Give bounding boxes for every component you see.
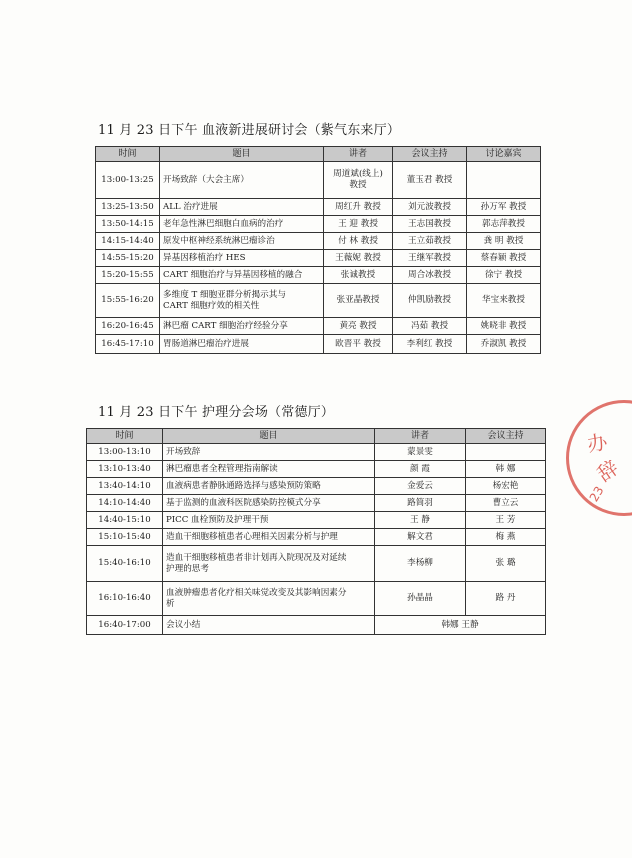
speaker-cell: 路简羽 — [375, 495, 466, 512]
host-cell — [466, 444, 546, 461]
table-row — [87, 461, 546, 478]
guest-cell: 华宝来教授 — [467, 284, 541, 318]
table-row — [96, 199, 541, 216]
speaker-cell: 颜 霞 — [375, 461, 466, 478]
table-row — [87, 512, 546, 529]
speaker-cell: 孙晶晶 — [375, 582, 466, 616]
host-cell: 王志国教授 — [393, 216, 467, 233]
table-row — [96, 318, 541, 335]
guest-cell: 龚 明 教授 — [467, 233, 541, 250]
topic-cell: 开场致辞 — [163, 444, 375, 461]
topic-cell: 造血干细胞移植患者心理相关因素分析与护理 — [163, 529, 375, 546]
host-cell: 王 芳 — [466, 512, 546, 529]
host-cell: 李利红 教授 — [393, 335, 467, 354]
table-row — [96, 216, 541, 233]
table-row — [96, 335, 541, 354]
speaker-cell: 欧晋平 教授 — [324, 335, 393, 354]
time-cell: 13:25-13:50 — [96, 199, 160, 216]
speaker-cell: 付 林 教授 — [324, 233, 393, 250]
column-header-topic: 题目 — [160, 147, 324, 162]
column-header-time: 时间 — [96, 147, 160, 162]
speaker-cell: 黄亮 教授 — [324, 318, 393, 335]
guest-cell: 徐宁 教授 — [467, 267, 541, 284]
guest-cell: 蔡春颖 教授 — [467, 250, 541, 267]
speaker-cell: 周道斌(线上) 教授 — [324, 162, 393, 199]
host-cell: 刘元波教授 — [393, 199, 467, 216]
table-row — [87, 529, 546, 546]
time-cell: 13:50-14:15 — [96, 216, 160, 233]
host-cell: 王继军教授 — [393, 250, 467, 267]
official-seal-stamp: 办 辞 23 — [566, 400, 632, 516]
speaker-cell: 蒙景雯 — [375, 444, 466, 461]
time-cell: 15:55-16:20 — [96, 284, 160, 318]
host-cell: 路 丹 — [466, 582, 546, 616]
time-cell: 16:20-16:45 — [96, 318, 160, 335]
guest-cell: 孙万军 教授 — [467, 199, 541, 216]
time-cell: 13:00-13:10 — [87, 444, 163, 461]
table-row — [87, 444, 546, 461]
section2-title: 11 月 23 日下午 护理分会场（常德厅） — [98, 405, 335, 420]
topic-cell: 原发中枢神经系统淋巴瘤诊治 — [160, 233, 324, 250]
topic-cell: 造血干细胞移植患者非计划再入院现况及对延续 护理的思考 — [163, 546, 375, 582]
table-row — [87, 546, 546, 582]
time-cell: 16:40-17:00 — [87, 616, 163, 635]
column-header-host: 会议主持 — [393, 147, 467, 162]
table-header-row — [96, 147, 541, 162]
column-header-host: 会议主持 — [466, 429, 546, 444]
topic-cell: 血液肿瘤患者化疗相关味觉改变及其影响因素分 析 — [163, 582, 375, 616]
topic-cell: 开场致辞（大会主席） — [160, 162, 324, 199]
time-cell: 14:10-14:40 — [87, 495, 163, 512]
merged-speaker-host-cell: 韩娜 王静 — [375, 616, 546, 635]
time-cell: 15:40-16:10 — [87, 546, 163, 582]
host-cell: 王立茹教授 — [393, 233, 467, 250]
topic-cell: 基于监测的血液科医院感染防控模式分享 — [163, 495, 375, 512]
table-row — [96, 162, 541, 199]
table-row — [87, 616, 546, 635]
table-row — [87, 582, 546, 616]
guest-cell: 乔淑凯 教授 — [467, 335, 541, 354]
time-cell: 15:20-15:55 — [96, 267, 160, 284]
speaker-cell: 王 静 — [375, 512, 466, 529]
speaker-cell: 解文君 — [375, 529, 466, 546]
speaker-cell: 金爱云 — [375, 478, 466, 495]
table-header-row — [87, 429, 546, 444]
guest-cell: 姚晓非 教授 — [467, 318, 541, 335]
topic-cell: 异基因移植治疗 HES — [160, 250, 324, 267]
topic-cell: 血液病患者静脉通路选择与感染预防策略 — [163, 478, 375, 495]
speaker-cell: 李杨柳 — [375, 546, 466, 582]
topic-cell: 淋巴瘤 CART 细胞治疗经验分享 — [160, 318, 324, 335]
topic-cell: 多维度 T 细胞亚群分析揭示其与 CART 细胞疗效的相关性 — [160, 284, 324, 318]
speaker-cell: 王薇妮 教授 — [324, 250, 393, 267]
topic-cell: CART 细胞治疗与异基因移植的融合 — [160, 267, 324, 284]
time-cell: 16:45-17:10 — [96, 335, 160, 354]
host-cell: 仲凯励教授 — [393, 284, 467, 318]
topic-cell: 会议小结 — [163, 616, 375, 635]
time-cell: 13:40-14:10 — [87, 478, 163, 495]
column-header-time: 时间 — [87, 429, 163, 444]
host-cell: 周合冰教授 — [393, 267, 467, 284]
host-cell: 杨宏艳 — [466, 478, 546, 495]
section1-title: 11 月 23 日下午 血液新进展研讨会（紫气东来厅） — [98, 123, 401, 138]
table-row — [96, 284, 541, 318]
time-cell: 16:10-16:40 — [87, 582, 163, 616]
table-row — [96, 267, 541, 284]
guest-cell — [467, 162, 541, 199]
speaker-cell: 张诚教授 — [324, 267, 393, 284]
column-header-topic: 题目 — [163, 429, 375, 444]
column-header-speaker: 讲者 — [375, 429, 466, 444]
time-cell: 14:55-15:20 — [96, 250, 160, 267]
schedule-table-hematology — [95, 146, 541, 354]
host-cell: 韩 娜 — [466, 461, 546, 478]
host-cell: 冯茹 教授 — [393, 318, 467, 335]
host-cell: 董玉君 教授 — [393, 162, 467, 199]
guest-cell: 郭志萍教授 — [467, 216, 541, 233]
time-cell: 15:10-15:40 — [87, 529, 163, 546]
column-header-speaker: 讲者 — [324, 147, 393, 162]
speaker-cell: 王 迎 教授 — [324, 216, 393, 233]
time-cell: 14:15-14:40 — [96, 233, 160, 250]
time-cell: 13:10-13:40 — [87, 461, 163, 478]
host-cell: 曹立云 — [466, 495, 546, 512]
topic-cell: PICC 血栓预防及护理干预 — [163, 512, 375, 529]
schedule-table-nursing — [86, 428, 546, 635]
topic-cell: ALL 治疗进展 — [160, 199, 324, 216]
column-header-guest: 讨论嘉宾 — [467, 147, 541, 162]
speaker-cell: 张亚晶教授 — [324, 284, 393, 318]
host-cell: 张 璐 — [466, 546, 546, 582]
table-row — [96, 233, 541, 250]
table-row — [87, 478, 546, 495]
table-row — [87, 495, 546, 512]
time-cell: 13:00-13:25 — [96, 162, 160, 199]
topic-cell: 老年急性淋巴细胞白血病的治疗 — [160, 216, 324, 233]
table-row — [96, 250, 541, 267]
speaker-cell: 周红升 教授 — [324, 199, 393, 216]
time-cell: 14:40-15:10 — [87, 512, 163, 529]
topic-cell: 淋巴瘤患者全程管理指南解读 — [163, 461, 375, 478]
host-cell: 梅 燕 — [466, 529, 546, 546]
topic-cell: 胃肠道淋巴瘤治疗进展 — [160, 335, 324, 354]
